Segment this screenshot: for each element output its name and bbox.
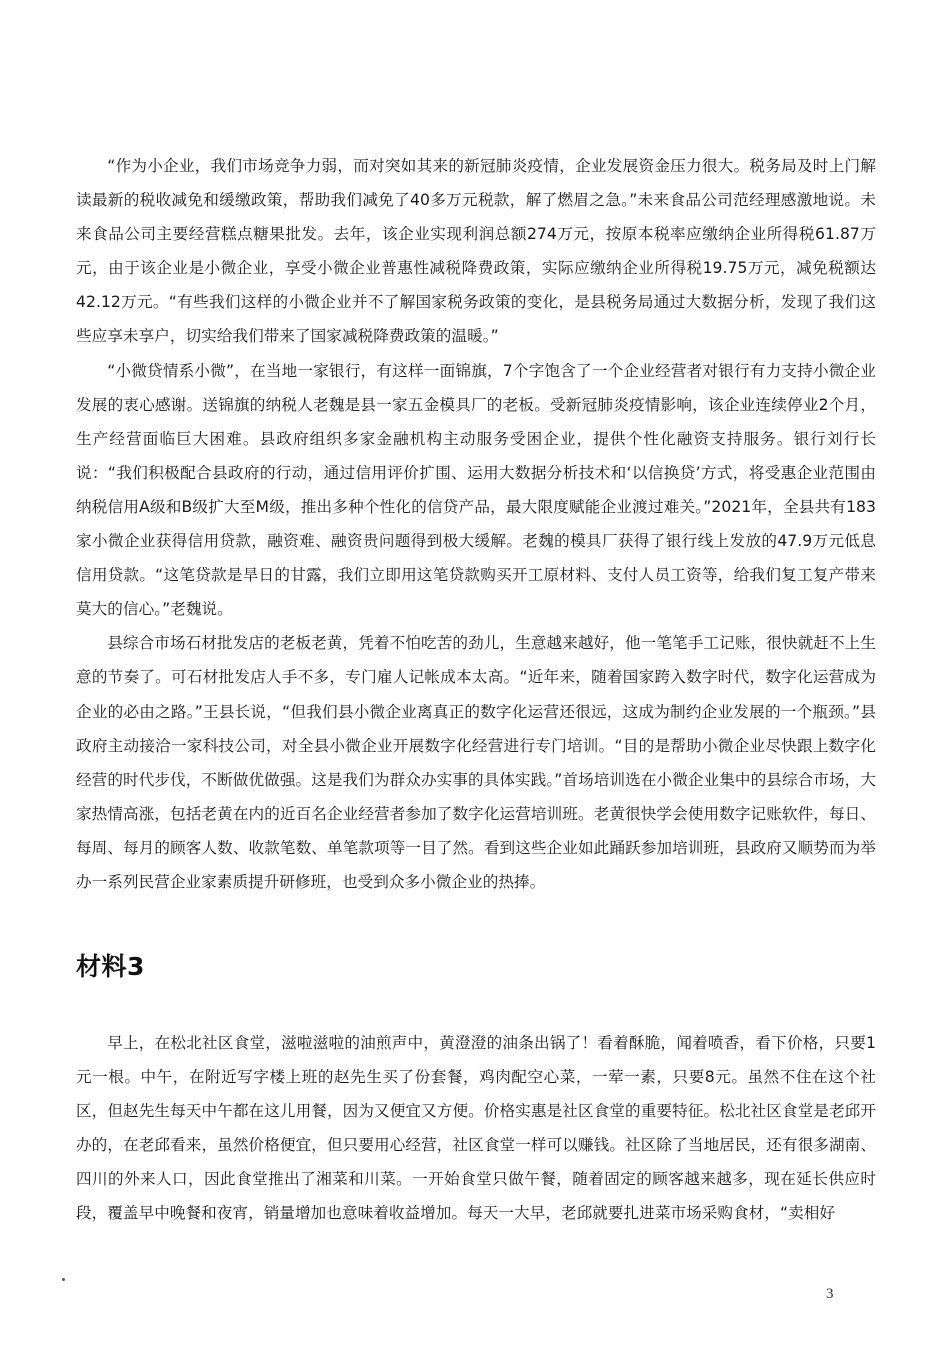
page-number: 3 [826,1286,834,1302]
paragraph-community-canteen: 早上，在松北社区食堂，滋啦滋啦的油煎声中，黄澄澄的油条出锅了！看着酥脆，闻着喷香，看下价格，只要1元一根。中午，在附近写字楼上班的赵先生买了份套餐，鸡肉配空心菜，一荤一素，只要8元。虽然不住在这个社区，但赵先生每天中午都在这儿用餐，因为又便宜又方便。价格实惠是社区食堂的重要特征。松北社区食堂是老邱开办的，在老邱看来，虽然价格便宜，但只要用心经营，社区食堂一样可以赚钱。社区除了当地居民，还有很多湖南、四川的外来人口，因此食堂推出了湘菜和川菜。一开始食堂只做午餐，随着固定的顾客越来越多，现在延长供应时段，覆盖早中晚餐和夜宵，销量增加也意味着收益增加。每天一大早，老邱就要扎进菜市场采购食材，“卖相好 [76,1034,876,1223]
text-block-before-heading [76,149,876,899]
paragraph-credit-loan: “小微贷情系小微”，在当地一家银行，有这样一面锦旗，7个字饱含了一个企业经营者对银行有力支持小微企业发展的衷心感谢。送锦旗的纳税人老魏是县一家五金模具厂的老板。受新冠肺炎疫情影响，该企业连续停业2个月，生产经营面临巨大困难。县政府组织多家金融机构主动服务受困企业，提供个性化融资支持服务。银行刘行长说：“我们积极配合县政府的行动，通过信用评价扩围、运用大数据分析技术和‘以信换贷’方式，将受惠企业范围由纳税信用A级和B级扩大至M级，推出多种个性化的信贷产品，最大限度赋能企业渡过难关。”2021年，全县共有183家小微企业获得信用贷款，融资难、融资贵问题得到极大缓解。老魏的模具厂获得了银行线上发放的47.9万元低息信用贷款。“这笔贷款是旱日的甘露，我们立即用这笔贷款购买开工原材料、支付人员工资等，给我们复工复产带来莫大的信心。”老魏说。 [76,361,876,619]
paragraph-digital-training: 县综合市场石材批发店的老板老黄，凭着不怕吃苦的劲儿，生意越来越好，他一笔笔手工记账，很快就赶不上生意的节奏了。可石材批发店人手不多，专门雇人记帐成本太高。“近年来，随着国家跨入数字时代，数字化运营成为企业的必由之路。”王县长说，“但我们县小微企业离真正的数字化运营还很远，这成为制约企业发展的一个瓶颈。”县政府主动接洽一家科技公司，对全县小微企业开展数字化经营进行专门培训。“目的是帮助小微企业尽快跟上数字化经营的时代步伐，不断做优做强。这是我们为群众办实事的具体实践。”首场培训选在小微企业集中的县综合市场，大家热情高涨，包括老黄在内的近百名企业经营者参加了数字化运营培训班。老黄很快学会使用数字记账软件，每日、每周、每月的顾客人数、收款笔数、单笔款项等一目了然。看到这些企业如此踊跃参加培训班，县政府又顺势而为举办一系列民营企业家素质提升研修班，也受到众多小微企业的热捧。 [76,634,876,891]
text-block-after-heading [76,1026,876,1231]
section-heading: 材料3 [76,952,145,981]
margin-dot-mark [62,1278,65,1281]
paragraph-tax-relief: “作为小企业，我们市场竞争力弱，而对突如其来的新冠肺炎疫情，企业发展资金压力很大。税务局及时上门解读最新的税收减免和缓缴政策，帮助我们减免了40多万元税款，解了燃眉之急。”未来食品公司范经理感激地说。未来食品公司主要经营糕点糖果批发。去年，该企业实现利润总额274万元，按原本税率应缴纳企业所得税61.87万元，由于该企业是小微企业，享受小微企业普惠性减税降费政策，实际应缴纳企业所得税19.75万元，减免税额达42.12万元。“有些我们这样的小微企业并不了解国家税务政策的变化，是县税务局通过大数据分析，发现了我们这些应享未享户，切实给我们带来了国家减税降费政策的温暖。” [76,157,876,346]
